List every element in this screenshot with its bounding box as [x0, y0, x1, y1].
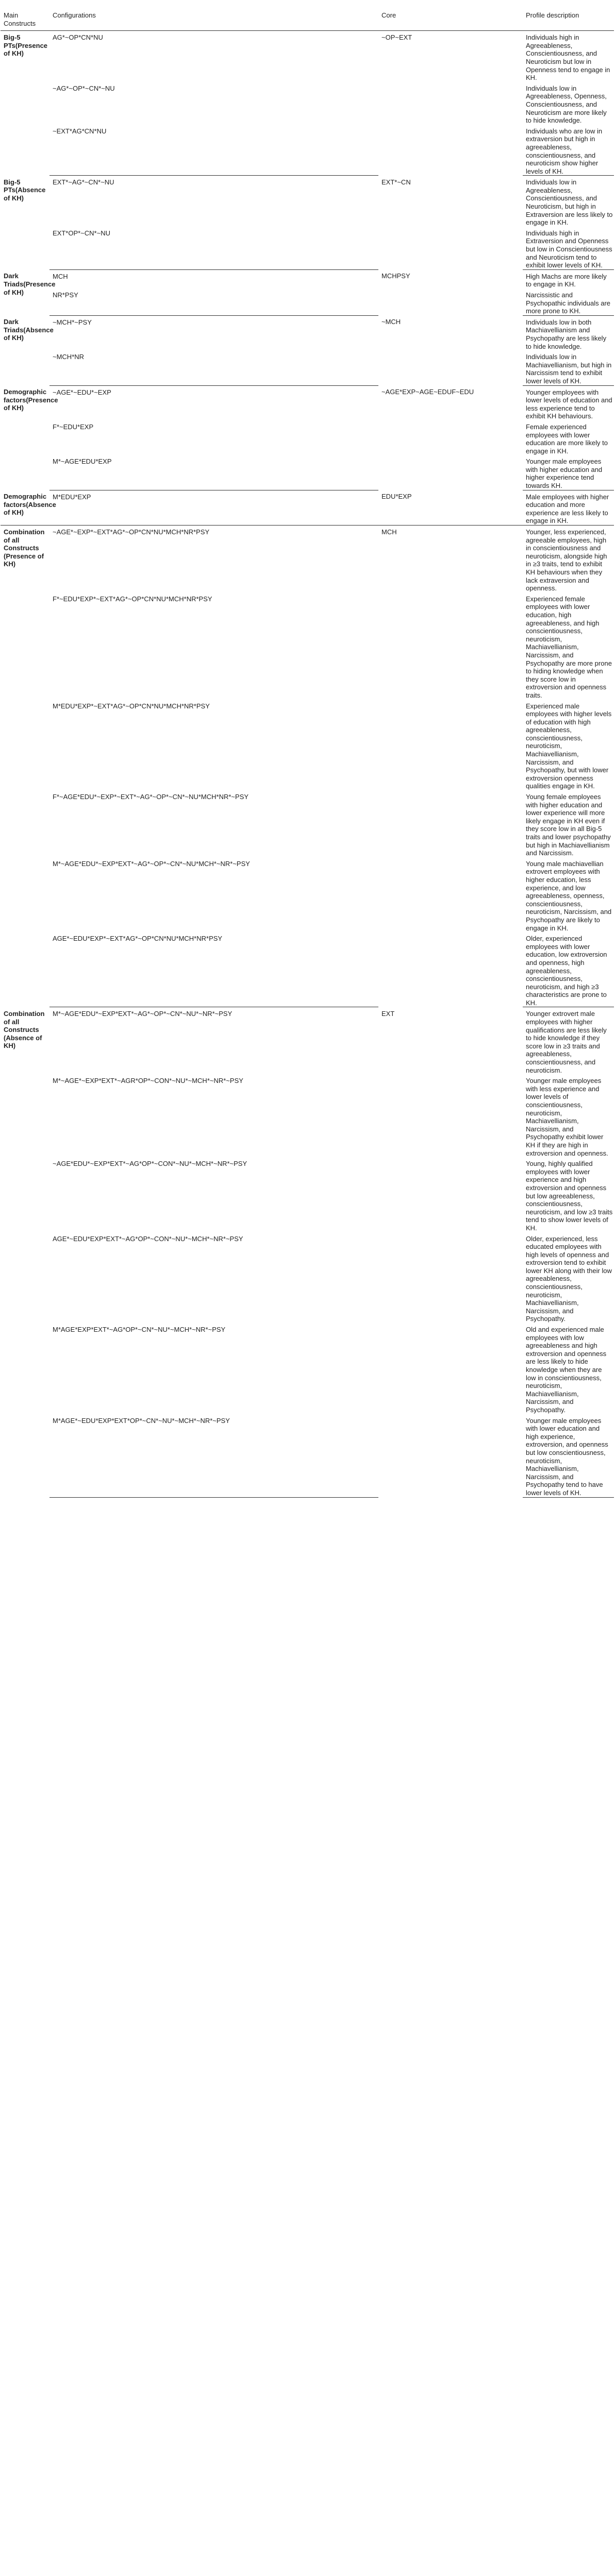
core-cell: ~AGE*EXP~AGE~EDUF~EDU — [381, 388, 474, 396]
table-row — [1, 176, 614, 227]
configuration-cell: ~MCH*NR — [49, 350, 378, 385]
profile-description-cell: Female experienced employees with lower education are more likely to engage in KH. — [526, 422, 608, 455]
configuration-cell: NR*PSY — [49, 289, 378, 315]
profile-description-cell: Younger male employees with lower education and high experience, extroversion, and openness but low conscientiousness, neuroticism, Machiavellianism, Narcissism, and Psychopathy tend to have lower levels of KH. — [523, 1414, 614, 1497]
configuration-cell: M*AGE*~EDU*EXP*EXT*OP*~CN*~NU*~MCH*~NR*~PSY — [49, 1414, 378, 1497]
profile-description-cell: Individuals high in Extraversion and Openness but low in Conscientiousness and Neuroticism tend to exhibit lower levels of KH. — [523, 227, 614, 269]
configuration-cell: M*EDU*EXP*~EXT*AG*~OP*CN*NU*MCH*NR*PSY — [53, 702, 210, 710]
configuration-cell: ~AGE*~EXP*~EXT*AG*~OP*CN*NU*MCH*NR*PSY — [53, 528, 210, 536]
profile-description-cell: Older, experienced, less educated employees with high levels of openness and extroversion tend to exhibit lower KH along with their low agreeableness, conscientiousness, neuroticism, Machiavellianism, Narcissism, and Psychopathy. — [526, 1234, 612, 1323]
profile-description-cell: Young male machiavellian extrovert employees with higher education, less experience, and low agreeableness, openness, conscientiousness, neuroticism, Narcissism, and Psychopathy are likely to engage in KH. — [526, 859, 612, 932]
configuration-cell: ~EXT*AG*CN*NU — [49, 125, 378, 176]
table-row — [1, 385, 614, 420]
configuration-cell: F*~AGE*EDU*~EXP*~EXT*~AG*~OP*~CN*~NU*MCH*NR*~PSY — [53, 793, 249, 801]
header-core: Core — [378, 0, 523, 31]
table-row — [1, 490, 614, 525]
configuration-cell: M*EDU*EXP — [49, 490, 378, 525]
table-row — [1, 315, 614, 350]
configuration-cell: M*~AGE*EDU*~EXP*EXT*~AG*~OP*~CN*~NU*MCH*~NR*~PSY — [53, 859, 250, 868]
profile-description-cell: Young, highly qualified employees with lower experience and high extroversion and openness but low agreeableness, conscientiousness, neuroticism, and low ≥3 traits tend to show lower levels of KH. — [526, 1160, 613, 1232]
configuration-cell: AG*~OP*CN*NU — [53, 33, 103, 42]
kh-configurations-table — [1, 0, 614, 1498]
configuration-cell: M*~AGE*EDU*~EXP*EXT*~AG*~OP*~CN*~NU*~NR*~PSY — [53, 1010, 232, 1018]
table-body — [1, 31, 614, 1497]
core-cell: MCHPSY — [381, 272, 410, 280]
core-cell: ~OP~EXT — [381, 33, 412, 42]
profile-description-cell: Individuals low in Agreeableness, Openness, Conscientiousness, and Neuroticism are more likely to hide knowledge. — [526, 84, 607, 125]
table-row — [1, 1007, 614, 1074]
profile-description-cell: Individuals high in Agreeableness, Conscientiousness, and Neuroticism but low in Openness tend to engage in KH. — [526, 33, 610, 82]
configuration-cell: ~AG*~OP*~CN*~NU — [53, 84, 115, 92]
main-construct-cell: Demographic factors(Absence of KH) — [1, 490, 49, 525]
profile-description-cell: Individuals low in Machiavellianism, but high in Narcissism tend to exhibit lower levels of KH. — [523, 350, 614, 385]
configuration-cell: MCH — [53, 272, 68, 280]
configuration-cell: ~AGE*~EDU*~EXP — [53, 388, 111, 396]
table-row — [1, 31, 614, 82]
profile-description-cell: High Machs are more likely to engage in KH. — [526, 272, 607, 289]
core-cell: MCH — [381, 528, 397, 536]
configuration-cell: M*AGE*EXP*EXT*~AG*OP*~CN*~NU*~MCH*~NR*~PSY — [53, 1326, 226, 1334]
core-cell: EXT*~CN — [381, 178, 411, 186]
profile-description-cell: Individuals who are low in extraversion but high in agreeableness, conscientiousness, and neuroticism show higher levels of KH. — [523, 125, 614, 176]
profile-description-cell: Individuals low in both Machiavellianism and Psychopathy are less likely to hide knowledge. — [526, 318, 607, 350]
configuration-cell: AGE*~EDU*EXP*~EXT*AG*~OP*CN*NU*MCH*NR*PSY — [49, 932, 378, 1007]
profile-description-cell: Individuals low in Agreeableness, Conscientiousness, and Neuroticism, but high in Extraversion are less likely to engage in KH. — [526, 178, 613, 227]
table-row — [1, 269, 614, 289]
core-cell: EDU*EXP — [378, 490, 523, 525]
profile-description-cell: Younger extrovert male employees with higher qualifications are less likely to hide knowledge if they score low in ≥3 traits and agreeableness, conscientiousness, and neuroticism. — [526, 1010, 607, 1074]
main-construct-cell: Combination of all Constructs (Absence of KH) — [4, 1009, 45, 1050]
configuration-cell: ~AGE*EDU*~EXP*EXT*~AG*OP*~CON*~NU*~MCH*~NR*~PSY — [53, 1160, 247, 1168]
core-cell: EXT — [381, 1009, 395, 1018]
configuration-cell: M*~AGE*EDU*EXP — [49, 455, 378, 490]
configuration-cell: EXT*OP*~CN*~NU — [49, 227, 378, 269]
profile-description-cell: Younger, less experienced, agreeable employees, high in conscientiousness and neuroticism, alongside high in ≥3 traits, tend to exhibit KH behaviours when they lack extraversion and openness. — [526, 528, 607, 592]
header-row — [1, 0, 614, 31]
profile-description-cell: Young female employees with higher education and lower experience will more likely engage in KH even if they score low in all Big-5 traits and lower psychopathy but high in Machiavellianism and Narcissism. — [526, 793, 611, 857]
header-configurations: Configurations — [49, 0, 378, 31]
profile-description-cell: Experienced male employees with higher levels of education with high agreeableness, conscientiousness, neuroticism, Machiavellianism, Narcissism, and Psychopathy, but with lower extroversion openness qualities engage in KH. — [526, 702, 612, 790]
main-construct-cell: Big-5 PTs(Absence of KH) — [4, 178, 46, 202]
profile-description-cell: Younger employees with lower levels of education and less experience tend to exhibit KH behaviours. — [526, 388, 612, 420]
configuration-cell: M*~AGE*~EXP*EXT*~AGR*OP*~CON*~NU*~MCH*~NR*~PSY — [53, 1077, 243, 1085]
header-main-constructs: Main Constructs — [1, 0, 49, 31]
header-profile-description: Profile description — [523, 0, 614, 31]
configuration-cell: F*~EDU*EXP — [53, 422, 94, 431]
configuration-cell: F*~EDU*EXP*~EXT*AG*~OP*CN*NU*MCH*NR*PSY — [53, 595, 212, 603]
main-construct-cell: Combination of all Constructs (Presence of KH) — [4, 528, 45, 568]
main-construct-cell: Dark Triads(Presence of KH) — [4, 272, 56, 296]
configuration-cell: ~MCH*~PSY — [53, 318, 92, 326]
profile-description-cell: Older, experienced employees with lower education, low extroversion and openness, high agreeableness, conscientiousness, neuroticism, and high ≥3 characteristics are prone to KH. — [523, 932, 614, 1007]
profile-description-cell: Younger male employees with less experience and lower levels of conscientiousness, neuroticism, Machiavellianism, Narcissism, and Psychopathy exhibit lower KH if they are high in extroversion and openness. — [526, 1077, 608, 1157]
profile-description-cell: Experienced female employees with lower education, high agreeableness, and high conscientiousness, neuroticism, Machiavellianism, Narcissism, and Psychopathy are more prone to hiding knowledge when they score low in extroversion and openness traits. — [526, 595, 612, 699]
configuration-cell: AGE*~EDU*EXP*EXT*~AG*OP*~CON*~NU*~MCH*~NR*~PSY — [53, 1234, 243, 1243]
core-cell: ~MCH — [381, 318, 401, 326]
profile-description-cell: Old and experienced male employees with low agreeableness and high extroversion and openness are less likely to hide knowledge when they are low in conscientiousness, neuroticism, Machiavellianism, Narcissism, and Psychopathy. — [526, 1326, 607, 1414]
main-construct-cell: Big-5 PTs(Presence of KH) — [4, 33, 48, 58]
profile-description-cell: Younger male employees with higher education and higher experience tend towards KH. — [523, 455, 614, 490]
profile-description-cell: Male employees with higher education and more experience are less likely to engage in KH. — [523, 490, 614, 525]
main-construct-cell: Demographic factors(Presence of KH) — [4, 388, 58, 412]
table-row — [1, 526, 614, 592]
main-construct-cell: Dark Triads(Absence of KH) — [4, 318, 54, 342]
configuration-cell: EXT*~AG*~CN*~NU — [53, 178, 114, 187]
profile-description-cell: Narcissistic and Psychopathic individuals are more prone to KH. — [523, 289, 614, 315]
